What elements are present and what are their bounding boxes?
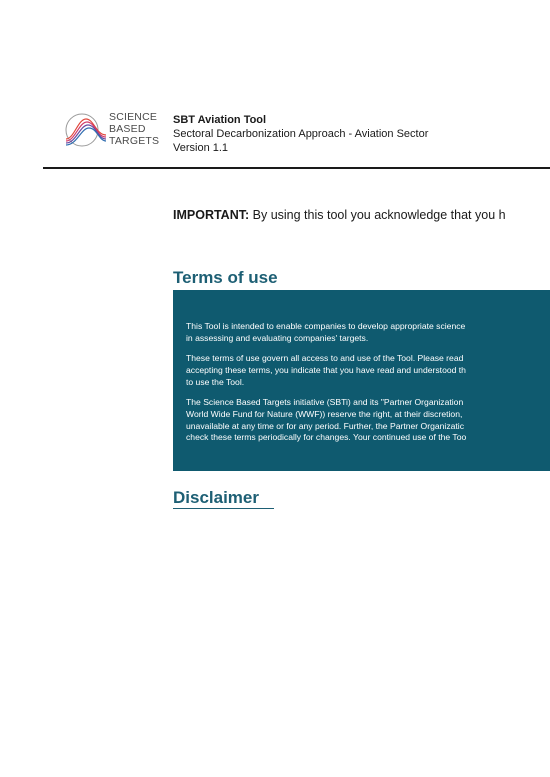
disclaimer-heading: Disclaimer xyxy=(173,488,259,507)
terms-paragraph xyxy=(186,397,550,444)
sbti-logo xyxy=(62,109,162,151)
logo-wordmark xyxy=(109,111,159,147)
document-header xyxy=(173,113,428,155)
tool-subtitle: Sectoral Decarbonization Approach - Aviation Sector xyxy=(173,128,429,140)
disclaimer-underline xyxy=(173,508,274,509)
terms-heading: Terms of use xyxy=(173,268,278,287)
terms-line: The Science Based Targets initiative (SBTi) and its "Partner Organization xyxy=(186,397,464,407)
sbti-wave-icon xyxy=(62,109,108,151)
terms-line: unavailable at any time or for any period. Further, the Partner Organizatic xyxy=(186,420,465,431)
terms-line: World Wide Fund for Nature (WWF)) reserve the right, at their discretion, xyxy=(186,408,463,419)
terms-line: check these terms periodically for changes. Your continued use of the Too xyxy=(186,432,467,443)
terms-line: These terms of use govern all access to and use of the Tool. Please read xyxy=(186,353,464,363)
tool-version: Version 1.1 xyxy=(173,142,229,154)
logo-line: TARGETS xyxy=(109,135,160,147)
important-label: IMPORTANT: xyxy=(173,208,250,222)
tool-name: SBT Aviation Tool xyxy=(173,114,267,126)
terms-line: accepting these terms, you indicate that you have read and understood th xyxy=(186,364,466,375)
header-divider xyxy=(43,167,550,169)
terms-line: in assessing and evaluating companies' targets. xyxy=(186,332,369,343)
terms-line: to use the Tool. xyxy=(186,376,245,387)
terms-line: This Tool is intended to enable companies to develop appropriate science xyxy=(186,321,466,331)
logo-line: SCIENCE xyxy=(109,111,158,123)
terms-paragraph xyxy=(186,321,550,345)
terms-paragraph xyxy=(186,353,550,388)
important-text: By using this tool you acknowledge that you h xyxy=(249,208,506,222)
terms-box xyxy=(173,290,550,471)
logo-line: BASED xyxy=(109,123,146,135)
important-notice xyxy=(173,207,550,223)
